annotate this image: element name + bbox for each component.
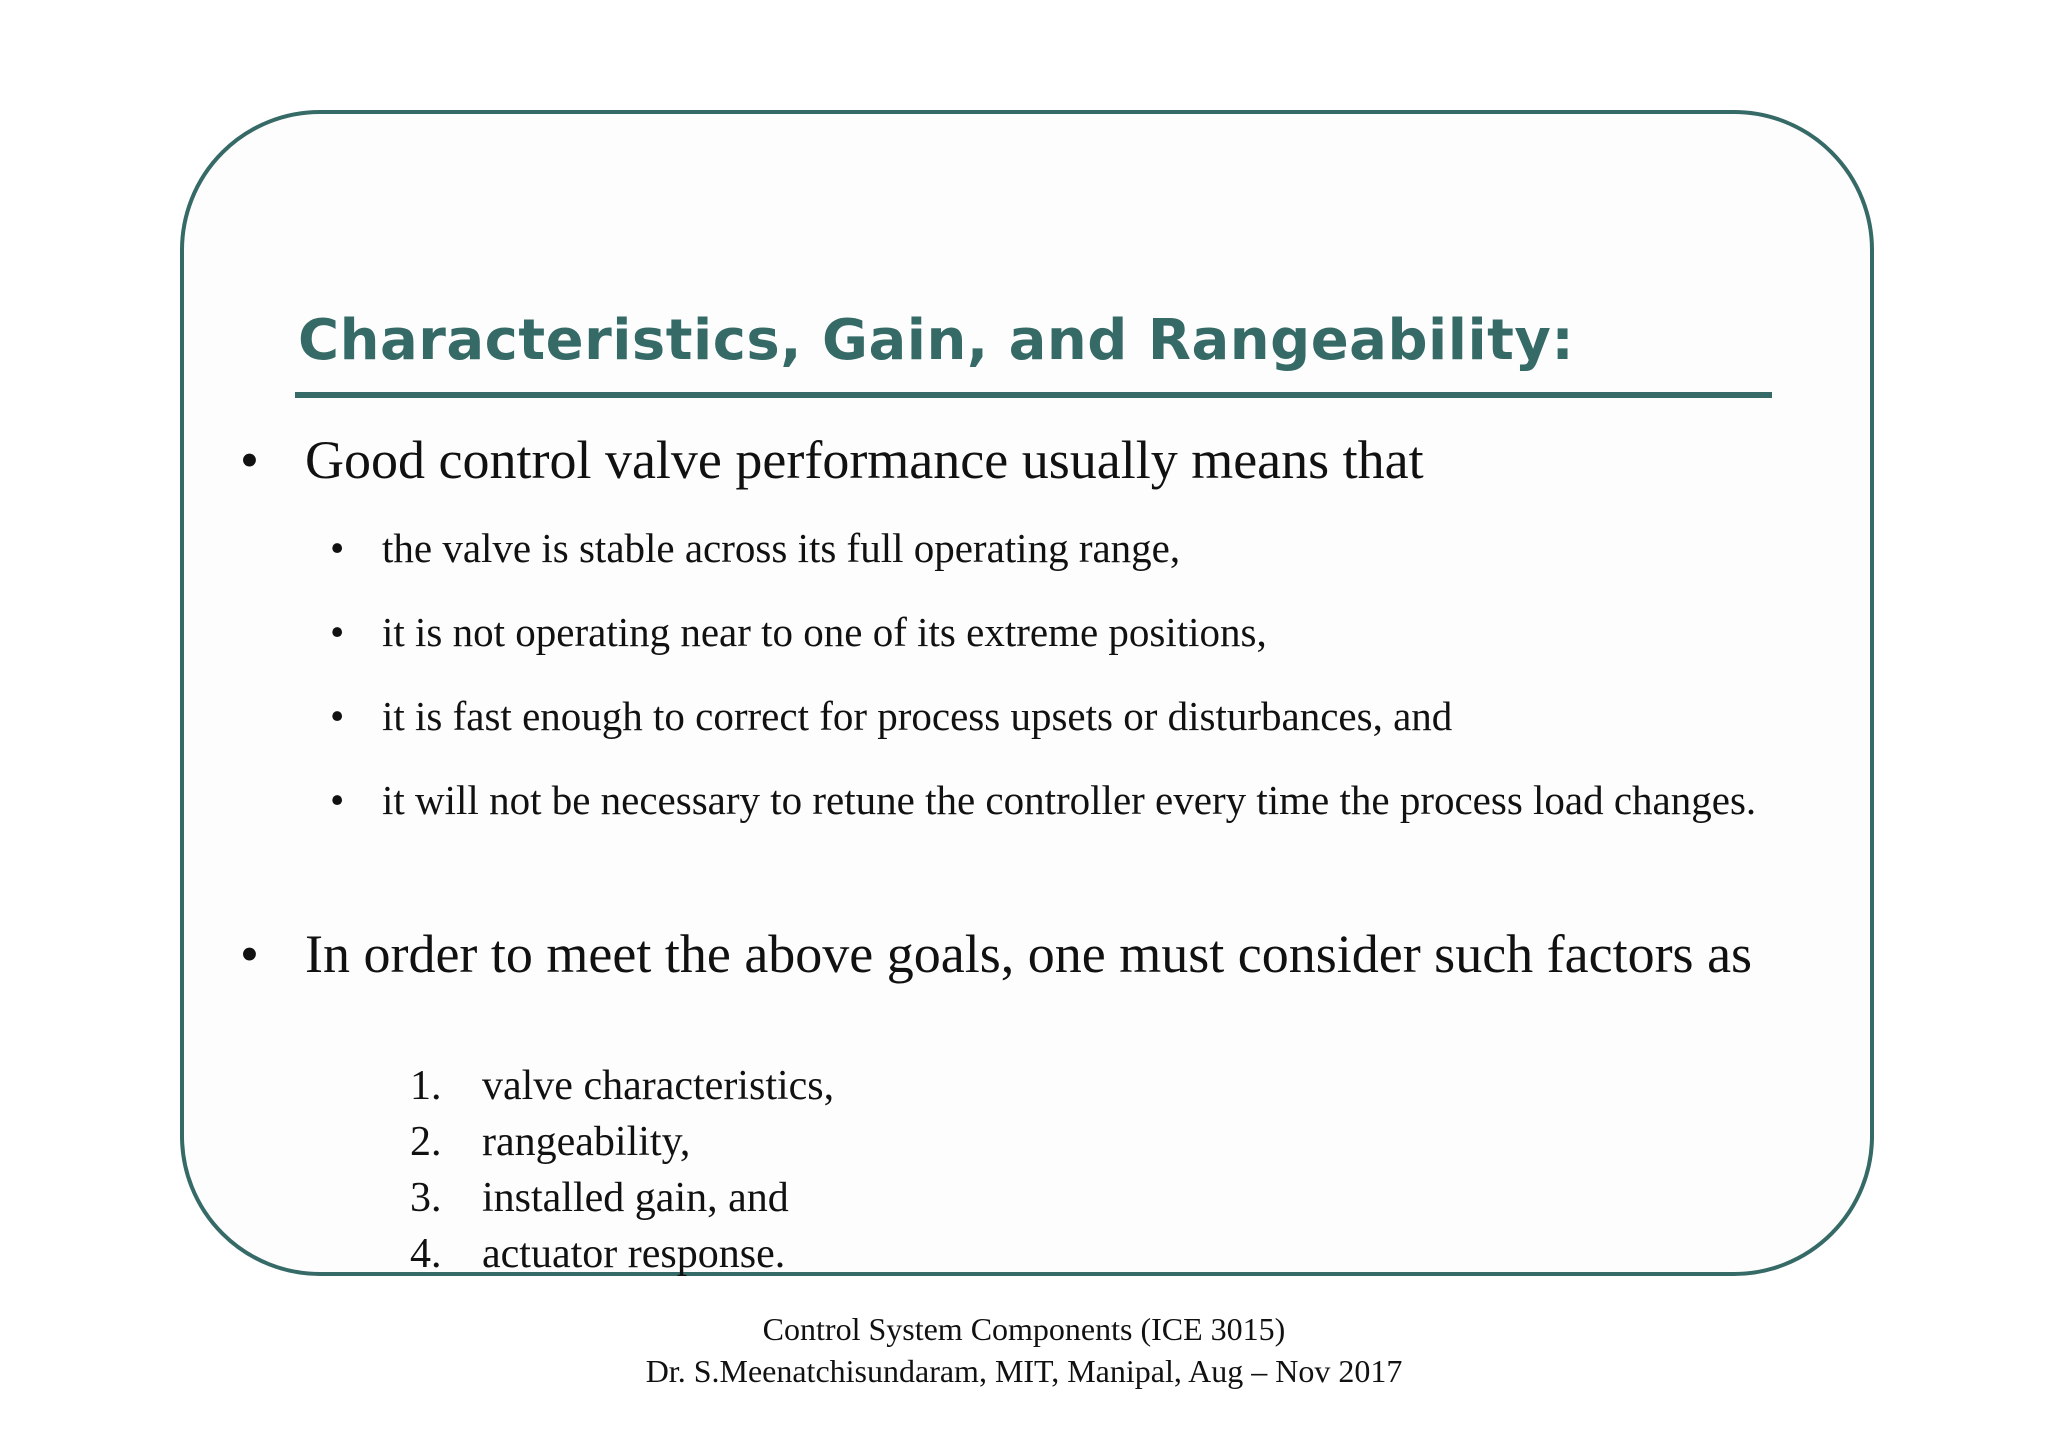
numbered-list <box>410 1058 834 1282</box>
item-number: 3. <box>410 1175 442 1221</box>
bullet-item: Good control valve performance usually means that <box>305 430 1424 490</box>
item-number: 2. <box>410 1119 442 1165</box>
item-number: 1. <box>410 1063 442 1109</box>
item-text: rangeability, <box>482 1119 691 1165</box>
bullet-icon: • <box>240 924 259 984</box>
item-text: actuator response. <box>482 1231 786 1277</box>
sub-bullet-item: it will not be necessary to retune the controller every time the process load changes. <box>382 777 1757 823</box>
numbered-item <box>410 1114 834 1170</box>
slide-title: Characteristics, Gain, and Rangeability: <box>298 308 1575 373</box>
sub-bullet-item: it is fast enough to correct for process upsets or disturbances, and <box>382 693 1453 739</box>
title-underline <box>295 392 1772 398</box>
sub-bullet-icon: • <box>330 777 345 823</box>
sub-bullet-icon: • <box>330 609 345 655</box>
footer-course: Control System Components (ICE 3015) <box>762 1311 1286 1347</box>
numbered-item <box>410 1058 834 1114</box>
sub-bullet-item: the valve is stable across its full operating range, <box>382 525 1181 571</box>
bullet-icon: • <box>240 430 259 490</box>
numbered-item <box>410 1226 834 1282</box>
item-text: valve characteristics, <box>482 1063 835 1109</box>
bullet-item: In order to meet the above goals, one must consider such factors as <box>305 924 1753 984</box>
numbered-item <box>410 1170 834 1226</box>
sub-bullet-icon: • <box>330 525 345 571</box>
item-text: installed gain, and <box>482 1175 789 1221</box>
item-number: 4. <box>410 1231 442 1277</box>
sub-bullet-item: it is not operating near to one of its extreme positions, <box>382 609 1267 655</box>
footer-author: Dr. S.Meenatchisundaram, MIT, Manipal, Aug – Nov 2017 <box>645 1353 1403 1389</box>
sub-bullet-icon: • <box>330 693 345 739</box>
